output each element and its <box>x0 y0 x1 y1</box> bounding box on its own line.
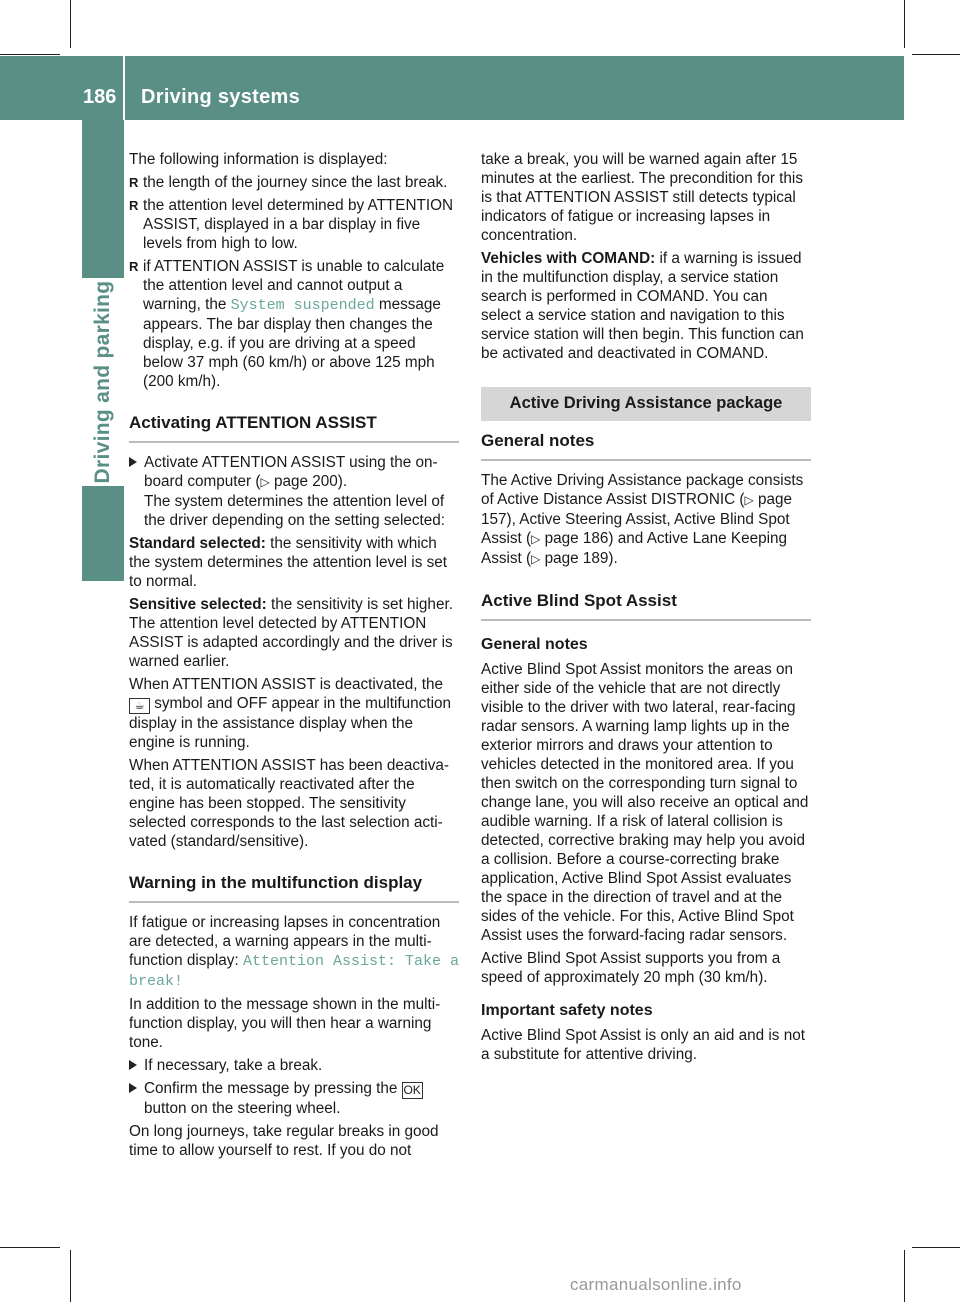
paragraph: Active Blind Spot Assist supports you from a speed of approximately 20 mph (30 km/h). <box>481 950 781 986</box>
paragraph-text: symbol and OFF appear in the multifunction display in the assistance display when the engine is running. <box>129 695 451 751</box>
instruction-step: If necessary, take a break. <box>129 1056 459 1075</box>
header-bar <box>0 56 904 120</box>
paragraph <box>129 534 459 591</box>
paragraph: When ATTENTION ASSIST has been deactivated, it is automatically reactivated after the engine has been stopped. The sensitivity selected corresponds to the last selection activated (standard/sensitive). <box>129 757 449 850</box>
paragraph-text: page 186) and Active Lane Keeping Assist ( <box>481 530 788 567</box>
heading-warning: Warning in the multifunction display <box>129 873 459 903</box>
crop-mark <box>70 0 71 48</box>
crop-mark <box>912 54 960 55</box>
paragraph-text: page 189). <box>540 550 618 567</box>
crop-mark <box>912 1247 960 1248</box>
coffee-cup-icon: ☕ <box>129 698 150 714</box>
page-reference-icon: ▷ <box>260 475 270 489</box>
intro-text: The following information is displayed: <box>129 151 388 168</box>
ok-button-icon: OK <box>403 1083 421 1097</box>
crop-mark <box>70 1250 71 1302</box>
list-item-text: message appears. The bar display then changes the display, e.g. if you are driving at a speed below 37 mph (60 km/h) or above 125 mph (200 km/h). <box>143 296 441 390</box>
heading-blind-spot: Active Blind Spot Assist <box>481 591 811 621</box>
page-reference-icon: ▷ <box>744 493 754 507</box>
step-text: button on the steering wheel. <box>144 1100 341 1117</box>
crop-mark <box>904 1250 905 1302</box>
section-title-band: Active Driving Assistance package <box>481 387 811 421</box>
paragraph-text: page 157), Active Steering Assist, Active Blind Spot Assist ( <box>481 491 793 547</box>
paragraph <box>129 675 459 752</box>
paragraph-text: If fatigue or increasing lapses in concentration are detected, a warning appears in the multifunction display: <box>129 914 441 969</box>
display-message: System suspended <box>230 297 375 314</box>
left-column <box>129 150 459 1164</box>
step-text: Activate ATTENTION ASSIST using the on-board computer ( <box>144 454 438 490</box>
subheading-general-notes: General notes <box>481 636 588 653</box>
term-label: Sensitive selected: <box>129 596 267 613</box>
right-column <box>481 150 811 1068</box>
watermark: carmanualsonline.info <box>570 1275 742 1294</box>
subheading-safety: Important safety notes <box>481 1002 653 1019</box>
display-message: Attention Assist: Take a break! <box>129 953 459 990</box>
crop-mark <box>0 54 60 55</box>
list-item: R the attention level determined by ATTENTION ASSIST, displayed in a bar display in five levels from high to low. <box>129 196 459 253</box>
paragraph-text: the sensitivity with which the system determines the attention level is set to normal. <box>129 535 447 590</box>
crop-mark <box>0 1247 60 1248</box>
paragraph <box>129 913 459 991</box>
paragraph-text: When ATTENTION ASSIST is deactivated, the <box>129 676 443 693</box>
page-title: Driving systems <box>141 86 301 108</box>
paragraph: Active Blind Spot Assist monitors the areas on either side of the vehicle that are not directly visible to the driver with two lateral, rear-facing radar sensors. A warning lamp lights up in the exterior mirrors and draws your attention to vehicles detected in the monitored area. If you then switch on the corresponding turn signal to change lane, you will also receive an optical and audible warning. If a risk of lateral collision is detected, corrective braking may help you avoid a collision. Before a course-correcting brake application, Active Blind Spot Assist evaluates the space in the direction of travel and at the sides of the vehicle. For this, Active Blind Spot Assist uses the forward-facing radar sensors. <box>481 661 809 944</box>
paragraph <box>481 471 811 569</box>
paragraph-text: the sensitivity is set higher. The attention level detected by ATTENTION ASSIST is adapted accordingly and the driver is warned earlier. <box>129 596 453 670</box>
step-text: page 200). <box>269 473 348 490</box>
heading-general-notes: General notes <box>481 431 811 461</box>
paragraph <box>481 249 811 363</box>
step-text: Confirm the message by pressing the <box>144 1080 402 1097</box>
instruction-step <box>129 1079 459 1118</box>
page-reference-icon: ▷ <box>531 532 541 546</box>
side-accent-bar <box>82 120 124 278</box>
term-label: Vehicles with COMAND: <box>481 250 656 267</box>
page-reference-icon: ▷ <box>531 552 541 566</box>
paragraph-text: The Active Driving Assistance package consists of Active Distance Assist DISTRONIC ( <box>481 472 804 508</box>
header-divider <box>123 56 125 120</box>
paragraph <box>129 595 459 671</box>
side-tab-label: Driving and parking <box>91 280 114 484</box>
list-item-text: if ATTENTION ASSIST is unable to calculate the attention level and cannot output a warning, the <box>143 258 445 313</box>
crop-mark <box>904 0 905 48</box>
list-item: R the length of the journey since the last break. <box>129 173 459 192</box>
paragraph: In addition to the message shown in the multifunction display, you will then hear a warning tone. <box>129 996 441 1051</box>
page-number: 186 <box>83 86 117 108</box>
step-detail: The system determines the attention level of the driver depending on the setting selected: <box>144 493 446 529</box>
instruction-step <box>129 453 459 530</box>
paragraph: On long journeys, take regular breaks in good time to allow yourself to rest. If you do not <box>129 1123 439 1159</box>
list-item <box>129 257 459 391</box>
side-accent-bar-lower <box>82 486 124 581</box>
term-label: Standard selected: <box>129 535 266 552</box>
paragraph: take a break, you will be warned again after 15 minutes at the earliest. The precondition for this is that ATTENTION ASSIST still detects typical indicators of fatigue or increasing lapses in concentration. <box>481 151 803 244</box>
heading-activating: Activating ATTENTION ASSIST <box>129 413 459 443</box>
paragraph: Active Blind Spot Assist is only an aid and is not a substitute for attentive driving. <box>481 1027 805 1063</box>
paragraph-text: if a warning is issued in the multifunction display, a service station search is performed in COMAND. You can select a service station and navigation to this service station will then begin. This function can be activated and deactivated in COMAND. <box>481 250 804 362</box>
